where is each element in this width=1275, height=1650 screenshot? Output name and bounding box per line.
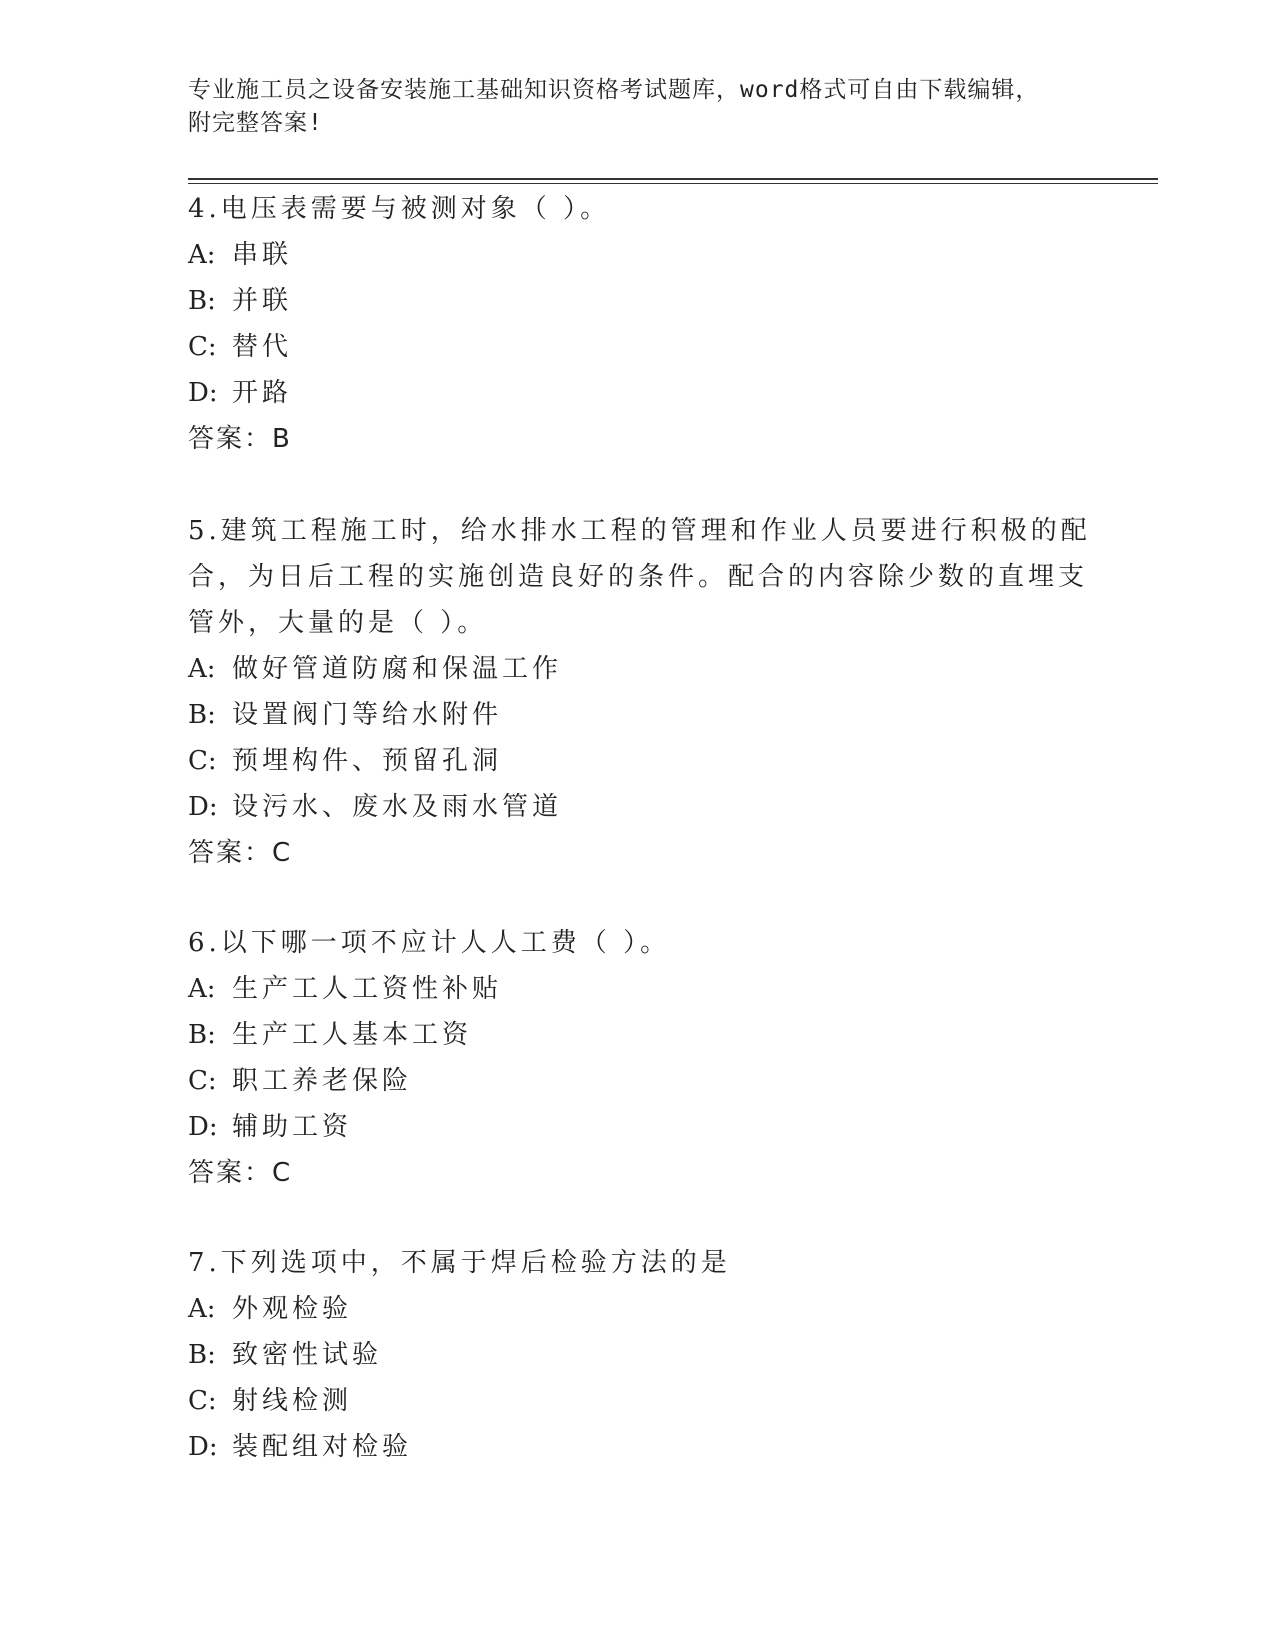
option-c	[188, 1058, 1068, 1104]
option-text: 外观检验	[232, 1294, 353, 1324]
option-text: 替代	[232, 332, 293, 362]
option-letter: A:	[188, 1294, 216, 1324]
option-letter: B:	[188, 1340, 216, 1370]
option-letter: D:	[188, 1112, 218, 1142]
option-letter: B:	[188, 1020, 216, 1050]
question-5	[188, 508, 1091, 876]
option-a	[188, 232, 1068, 278]
option-a	[188, 1286, 1068, 1332]
option-text: 致密性试验	[232, 1340, 383, 1370]
option-a	[188, 966, 1068, 1012]
answer-line: 答案：C	[188, 1158, 293, 1188]
option-a	[188, 646, 1068, 692]
option-letter: C:	[188, 746, 217, 776]
option-d	[188, 1104, 1068, 1150]
option-text: 射线检测	[232, 1386, 353, 1416]
answer-line: 答案：C	[188, 838, 293, 868]
option-text: 生产工人基本工资	[232, 1020, 473, 1050]
option-text: 装配组对检验	[232, 1432, 413, 1462]
header-line-1: 专业施工员之设备安装施工基础知识资格考试题库，word格式可自由下载编辑，	[188, 77, 1040, 103]
option-letter: A:	[188, 240, 216, 270]
option-b	[188, 1332, 1068, 1378]
option-text: 串联	[232, 240, 293, 270]
option-d	[188, 1424, 1068, 1470]
option-text: 做好管道防腐和保温工作	[232, 654, 563, 684]
option-letter: A:	[188, 974, 216, 1004]
option-text: 生产工人工资性补贴	[232, 974, 503, 1004]
header-divider-thin	[188, 183, 1158, 184]
question-stem: 6.以下哪一项不应计人人工费（ ）。	[188, 928, 671, 958]
option-text: 开路	[232, 378, 293, 408]
option-letter: C:	[188, 1386, 217, 1416]
option-b	[188, 1012, 1068, 1058]
option-d	[188, 784, 1068, 830]
option-letter: C:	[188, 1066, 217, 1096]
option-c	[188, 738, 1068, 784]
option-letter: D:	[188, 378, 218, 408]
option-b	[188, 692, 1068, 738]
option-d	[188, 370, 1068, 416]
question-stem-line-1: 5.建筑工程施工时，给水排水工程的管理和作业人员要进行积极的配	[188, 516, 1091, 546]
option-letter: B:	[188, 700, 216, 730]
option-c	[188, 324, 1068, 370]
option-letter: C:	[188, 332, 217, 362]
option-text: 职工养老保险	[232, 1066, 413, 1096]
question-7	[188, 1240, 1068, 1470]
header-divider-thick	[188, 178, 1158, 180]
option-text: 并联	[232, 286, 293, 316]
option-text: 辅助工资	[232, 1112, 353, 1142]
question-stem: 4.电压表需要与被测对象（ ）。	[188, 194, 611, 224]
question-stem: 7.下列选项中，不属于焊后检验方法的是	[188, 1248, 731, 1278]
option-text: 设污水、废水及雨水管道	[232, 792, 563, 822]
header-line-2: 附完整答案!	[188, 110, 323, 136]
option-text: 设置阀门等给水附件	[232, 700, 503, 730]
option-letter: D:	[188, 792, 218, 822]
answer-line: 答案：B	[188, 424, 292, 454]
document-header	[188, 74, 1068, 140]
option-letter: B:	[188, 286, 216, 316]
option-b	[188, 278, 1068, 324]
option-letter: D:	[188, 1432, 218, 1462]
question-4	[188, 186, 1068, 462]
option-c	[188, 1378, 1068, 1424]
question-6	[188, 920, 1068, 1196]
question-stem-line-3: 管外，大量的是（ ）。	[188, 608, 488, 638]
question-stem-line-2: 合，为日后工程的实施创造良好的条件。配合的内容除少数的直埋支	[188, 562, 1089, 592]
option-letter: A:	[188, 654, 216, 684]
option-text: 预埋构件、预留孔洞	[232, 746, 503, 776]
